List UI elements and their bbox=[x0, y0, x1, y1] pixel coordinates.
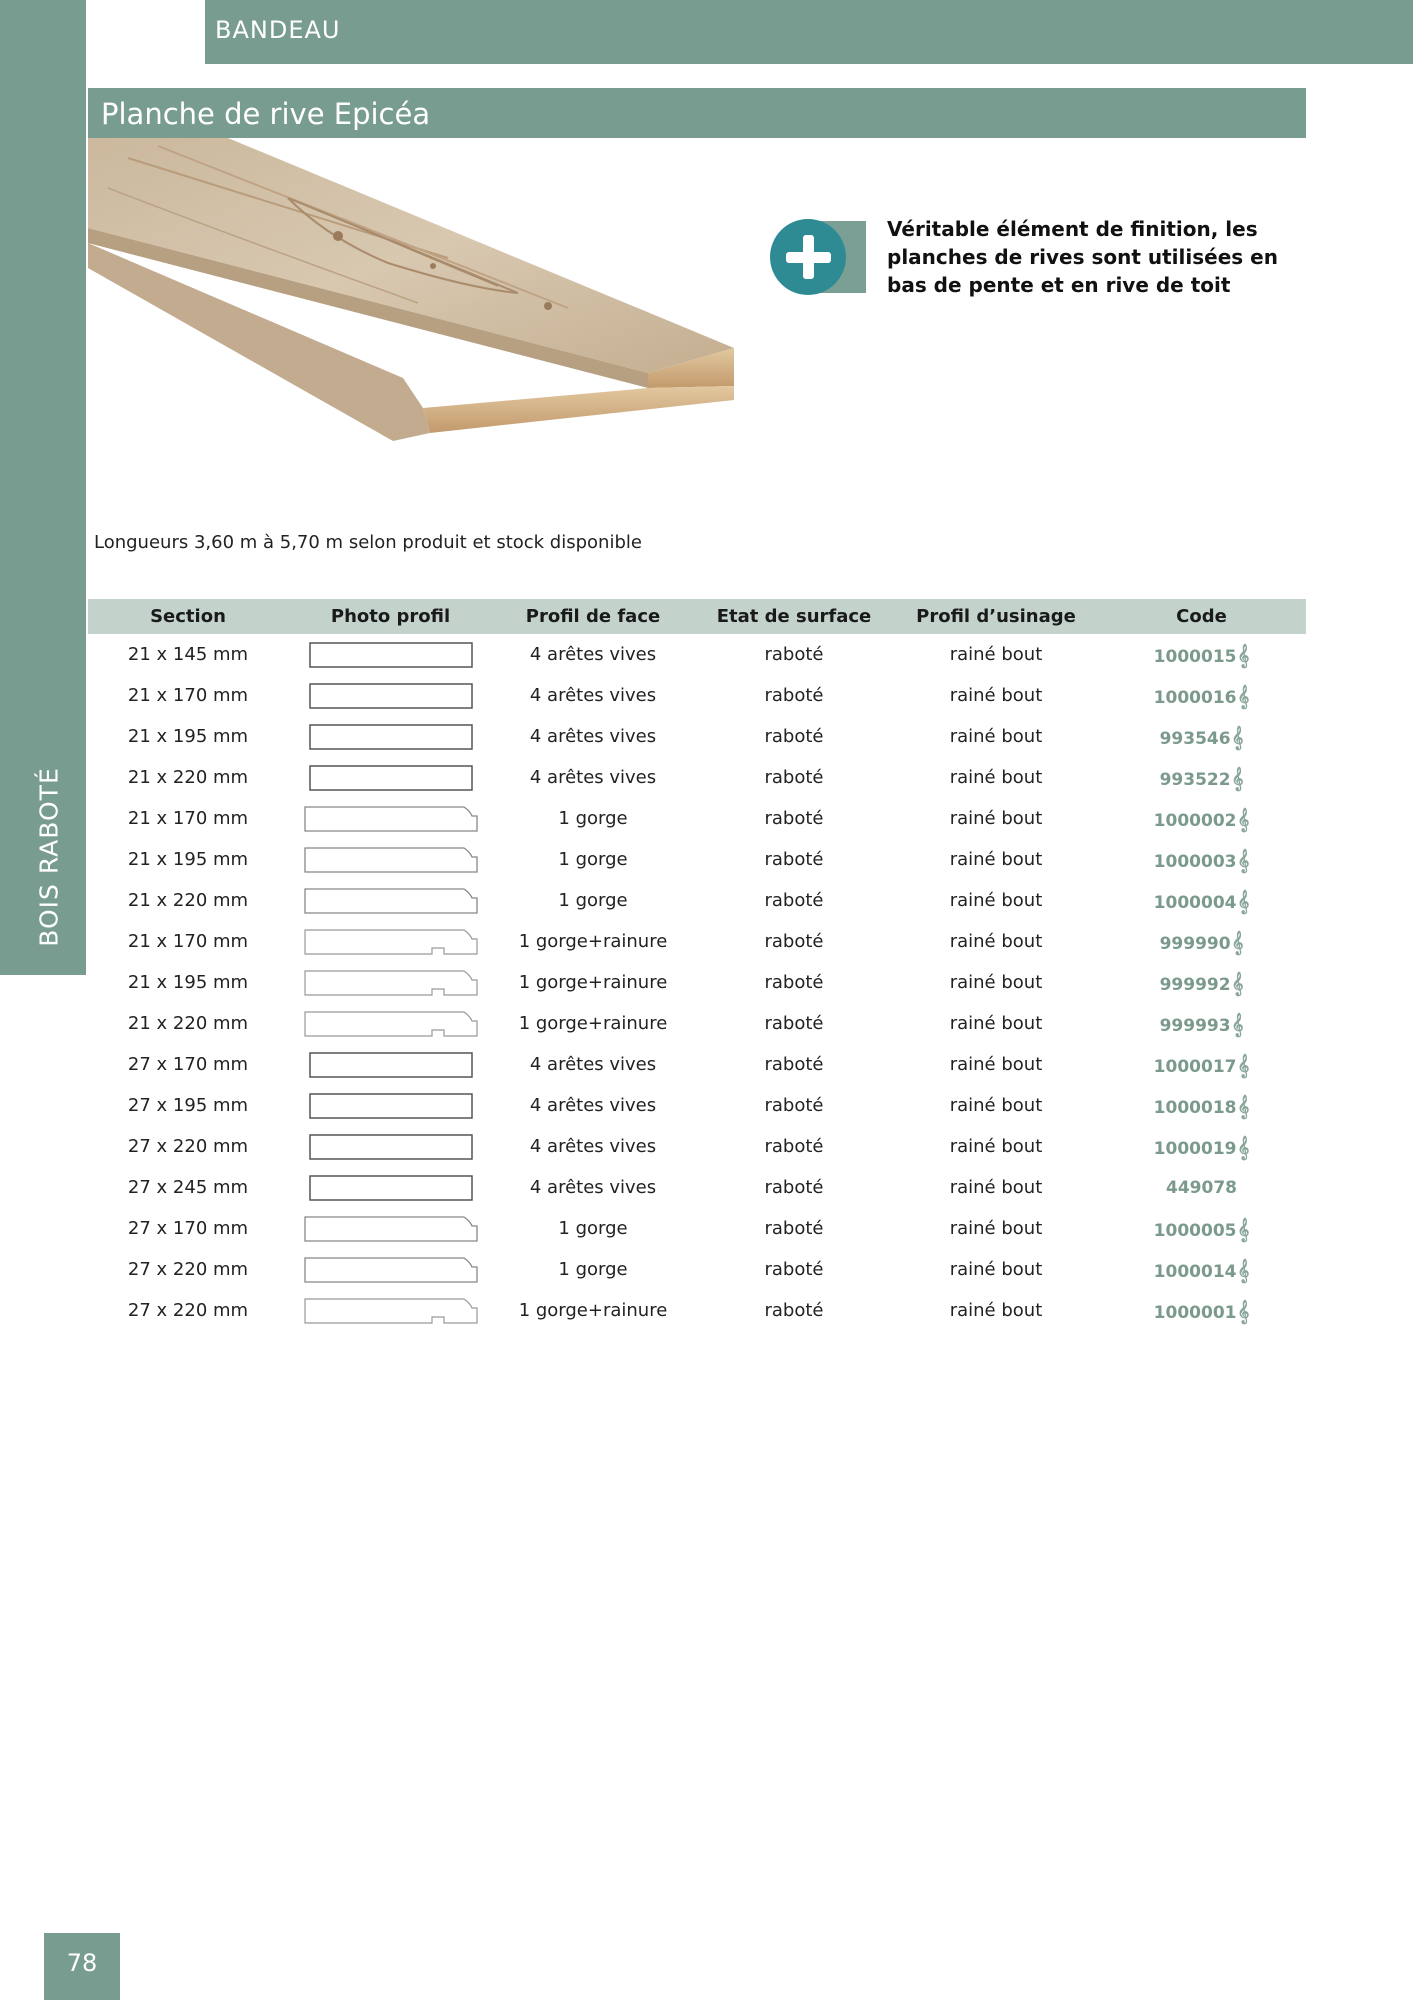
cell-usinage: rainé bout bbox=[949, 644, 1043, 665]
cell-profile-face: 1 gorge+rainure bbox=[518, 1013, 668, 1034]
col-header-surface: Etat de surface bbox=[716, 606, 872, 627]
clef-de-sol-icon: 𝄞 bbox=[1237, 806, 1250, 831]
table-row bbox=[88, 1003, 1306, 1044]
clef-de-sol-icon: 𝄞 bbox=[1237, 1257, 1250, 1282]
table-row bbox=[88, 716, 1306, 757]
table-row bbox=[88, 839, 1306, 880]
profile-drawing-square bbox=[309, 642, 473, 668]
cell-profile-face: 4 arêtes vives bbox=[529, 1177, 657, 1198]
table-row bbox=[88, 1290, 1306, 1331]
profile-drawing-gorge-rainure bbox=[304, 929, 478, 955]
cell-code bbox=[1097, 1208, 1306, 1249]
cell-section: 27 x 220 mm bbox=[127, 1136, 249, 1157]
cell-usinage: rainé bout bbox=[949, 1013, 1043, 1034]
col-header-code: Code bbox=[1176, 606, 1227, 627]
table-row bbox=[88, 798, 1306, 839]
cell-section: 21 x 220 mm bbox=[127, 890, 249, 911]
profile-drawing-square bbox=[309, 683, 473, 709]
cell-section: 27 x 245 mm bbox=[127, 1177, 249, 1198]
table-row bbox=[88, 757, 1306, 798]
profile-drawing-square bbox=[309, 1175, 473, 1201]
cell-photo-profile bbox=[288, 798, 493, 839]
cell-code bbox=[1097, 1290, 1306, 1331]
col-header-usinage: Profil d’usinage bbox=[916, 606, 1076, 627]
cell-photo-profile bbox=[288, 675, 493, 716]
product-code: 449078 bbox=[1166, 1177, 1237, 1198]
product-code: 1000017 bbox=[1153, 1056, 1237, 1077]
cell-surface: raboté bbox=[764, 1300, 824, 1321]
cell-photo-profile bbox=[288, 921, 493, 962]
profile-drawing-gorge bbox=[304, 1216, 478, 1242]
cell-usinage: rainé bout bbox=[949, 685, 1043, 706]
side-section-label: BOIS RABOTÉ bbox=[34, 767, 64, 947]
cell-profile-face: 4 arêtes vives bbox=[529, 1054, 657, 1075]
clef-de-sol-icon: 𝄞 bbox=[1237, 1052, 1250, 1077]
category-banner bbox=[205, 0, 1413, 64]
profile-drawing-gorge bbox=[304, 1257, 478, 1283]
table-row bbox=[88, 1126, 1306, 1167]
cell-profile-face: 1 gorge+rainure bbox=[518, 931, 668, 952]
clef-de-sol-icon: 𝄞 bbox=[1237, 1298, 1250, 1323]
product-description: Véritable élément de finition, les planches de rives sont utilisées en bas de pente et en rive de toit bbox=[887, 217, 1278, 297]
cell-profile-face: 4 arêtes vives bbox=[529, 726, 657, 747]
cell-profile-face: 1 gorge+rainure bbox=[518, 972, 668, 993]
table-row bbox=[88, 921, 1306, 962]
cell-code bbox=[1097, 798, 1306, 839]
cell-section: 21 x 195 mm bbox=[127, 972, 249, 993]
cell-code bbox=[1097, 1044, 1306, 1085]
cell-section: 27 x 195 mm bbox=[127, 1095, 249, 1116]
cell-usinage: rainé bout bbox=[949, 931, 1043, 952]
cell-profile-face: 1 gorge bbox=[558, 1259, 628, 1280]
product-code: 999993 bbox=[1159, 1015, 1231, 1036]
cell-code bbox=[1097, 921, 1306, 962]
table-row bbox=[88, 1044, 1306, 1085]
clef-de-sol-icon: 𝄞 bbox=[1237, 683, 1250, 708]
clef-de-sol-icon: 𝄞 bbox=[1231, 929, 1244, 954]
product-code: 1000016 bbox=[1153, 687, 1237, 708]
table-row bbox=[88, 880, 1306, 921]
cell-surface: raboté bbox=[764, 644, 824, 665]
cell-profile-face: 4 arêtes vives bbox=[529, 1136, 657, 1157]
cell-surface: raboté bbox=[764, 685, 824, 706]
profile-drawing-gorge bbox=[304, 806, 478, 832]
cell-photo-profile bbox=[288, 634, 493, 675]
profile-drawing-square bbox=[309, 765, 473, 791]
product-title-bar bbox=[88, 88, 1306, 138]
profile-drawing-gorge-rainure bbox=[304, 1011, 478, 1037]
product-code: 999992 bbox=[1159, 974, 1231, 995]
cell-photo-profile bbox=[288, 1003, 493, 1044]
cell-section: 21 x 145 mm bbox=[127, 644, 249, 665]
cell-profile-face: 4 arêtes vives bbox=[529, 685, 657, 706]
cell-code bbox=[1097, 1126, 1306, 1167]
cell-photo-profile bbox=[288, 880, 493, 921]
cell-code bbox=[1097, 962, 1306, 1003]
cell-section: 21 x 170 mm bbox=[127, 931, 249, 952]
cell-code bbox=[1097, 1167, 1306, 1208]
cell-photo-profile bbox=[288, 757, 493, 798]
cell-photo-profile bbox=[288, 1249, 493, 1290]
category-label: BANDEAU bbox=[215, 16, 341, 44]
plus-icon bbox=[768, 217, 868, 297]
cell-code bbox=[1097, 675, 1306, 716]
clef-de-sol-icon: 𝄞 bbox=[1237, 642, 1250, 667]
product-table bbox=[88, 599, 1306, 1331]
table-row bbox=[88, 1208, 1306, 1249]
cell-section: 21 x 170 mm bbox=[127, 808, 249, 829]
product-code: 1000014 bbox=[1153, 1261, 1237, 1282]
cell-photo-profile bbox=[288, 1167, 493, 1208]
cell-profile-face: 1 gorge bbox=[558, 1218, 628, 1239]
cell-code bbox=[1097, 1085, 1306, 1126]
cell-profile-face: 1 gorge bbox=[558, 849, 628, 870]
product-code: 1000015 bbox=[1153, 646, 1237, 667]
cell-photo-profile bbox=[288, 1208, 493, 1249]
profile-drawing-square bbox=[309, 724, 473, 750]
clef-de-sol-icon: 𝄞 bbox=[1237, 847, 1250, 872]
cell-profile-face: 4 arêtes vives bbox=[529, 767, 657, 788]
col-header-photo-profile: Photo profil bbox=[330, 606, 451, 627]
table-row bbox=[88, 675, 1306, 716]
cell-profile-face: 1 gorge bbox=[558, 890, 628, 911]
clef-de-sol-icon: 𝄞 bbox=[1237, 1134, 1250, 1159]
product-code: 999990 bbox=[1159, 933, 1231, 954]
cell-usinage: rainé bout bbox=[949, 1259, 1043, 1280]
cell-usinage: rainé bout bbox=[949, 890, 1043, 911]
product-code: 1000004 bbox=[1153, 892, 1237, 913]
cell-surface: raboté bbox=[764, 726, 824, 747]
product-code: 1000001 bbox=[1153, 1302, 1237, 1323]
profile-drawing-square bbox=[309, 1093, 473, 1119]
table-row bbox=[88, 1167, 1306, 1208]
cell-surface: raboté bbox=[764, 890, 824, 911]
cell-photo-profile bbox=[288, 1290, 493, 1331]
cell-surface: raboté bbox=[764, 808, 824, 829]
clef-de-sol-icon: 𝄞 bbox=[1231, 1011, 1244, 1036]
product-title: Planche de rive Epicéa bbox=[101, 97, 431, 131]
profile-drawing-gorge bbox=[304, 847, 478, 873]
cell-surface: raboté bbox=[764, 1054, 824, 1075]
cell-photo-profile bbox=[288, 716, 493, 757]
cell-section: 27 x 170 mm bbox=[127, 1218, 249, 1239]
cell-surface: raboté bbox=[764, 1013, 824, 1034]
clef-de-sol-icon: 𝄞 bbox=[1237, 888, 1250, 913]
product-code: 993522 bbox=[1159, 769, 1231, 790]
cell-surface: raboté bbox=[764, 849, 824, 870]
cell-usinage: rainé bout bbox=[949, 1095, 1043, 1116]
col-header-profile-face: Profil de face bbox=[525, 606, 661, 627]
cell-surface: raboté bbox=[764, 1177, 824, 1198]
page-number: 78 bbox=[44, 1933, 120, 2000]
cell-usinage: rainé bout bbox=[949, 1218, 1043, 1239]
profile-drawing-gorge bbox=[304, 888, 478, 914]
cell-code bbox=[1097, 757, 1306, 798]
cell-section: 21 x 195 mm bbox=[127, 726, 249, 747]
product-code: 1000018 bbox=[1153, 1097, 1237, 1118]
cell-photo-profile bbox=[288, 1126, 493, 1167]
table-row bbox=[88, 962, 1306, 1003]
cell-photo-profile bbox=[288, 839, 493, 880]
cell-usinage: rainé bout bbox=[949, 1177, 1043, 1198]
cell-profile-face: 1 gorge+rainure bbox=[518, 1300, 668, 1321]
cell-usinage: rainé bout bbox=[949, 849, 1043, 870]
product-code: 1000005 bbox=[1153, 1220, 1237, 1241]
clef-de-sol-icon: 𝄞 bbox=[1237, 1093, 1250, 1118]
cell-code bbox=[1097, 1249, 1306, 1290]
cell-code bbox=[1097, 839, 1306, 880]
cell-surface: raboté bbox=[764, 1136, 824, 1157]
cell-profile-face: 1 gorge bbox=[558, 808, 628, 829]
table-row bbox=[88, 1085, 1306, 1126]
profile-drawing-gorge-rainure bbox=[304, 970, 478, 996]
cell-code bbox=[1097, 634, 1306, 675]
product-code: 993546 bbox=[1159, 728, 1231, 749]
cell-profile-face: 4 arêtes vives bbox=[529, 1095, 657, 1116]
cell-section: 21 x 170 mm bbox=[127, 685, 249, 706]
profile-drawing-gorge-rainure bbox=[304, 1298, 478, 1324]
cell-section: 21 x 220 mm bbox=[127, 767, 249, 788]
cell-code bbox=[1097, 716, 1306, 757]
cell-usinage: rainé bout bbox=[949, 1054, 1043, 1075]
table-row bbox=[88, 1249, 1306, 1290]
cell-section: 27 x 170 mm bbox=[127, 1054, 249, 1075]
cell-photo-profile bbox=[288, 962, 493, 1003]
cell-surface: raboté bbox=[764, 767, 824, 788]
clef-de-sol-icon: 𝄞 bbox=[1237, 1216, 1250, 1241]
cell-section: 21 x 220 mm bbox=[127, 1013, 249, 1034]
profile-drawing-square bbox=[309, 1134, 473, 1160]
product-code: 1000019 bbox=[1153, 1138, 1237, 1159]
col-header-section: Section bbox=[150, 606, 226, 627]
cell-code bbox=[1097, 880, 1306, 921]
product-photo bbox=[88, 138, 738, 448]
cell-usinage: rainé bout bbox=[949, 972, 1043, 993]
cell-usinage: rainé bout bbox=[949, 808, 1043, 829]
cell-surface: raboté bbox=[764, 1259, 824, 1280]
product-code: 1000002 bbox=[1153, 810, 1237, 831]
cell-usinage: rainé bout bbox=[949, 1300, 1043, 1321]
cell-surface: raboté bbox=[764, 972, 824, 993]
clef-de-sol-icon: 𝄞 bbox=[1231, 724, 1244, 749]
cell-photo-profile bbox=[288, 1044, 493, 1085]
cell-code bbox=[1097, 1003, 1306, 1044]
clef-de-sol-icon: 𝄞 bbox=[1231, 970, 1244, 995]
cell-section: 27 x 220 mm bbox=[127, 1259, 249, 1280]
cell-surface: raboté bbox=[764, 931, 824, 952]
cell-profile-face: 4 arêtes vives bbox=[529, 644, 657, 665]
side-bar bbox=[0, 0, 86, 975]
cell-surface: raboté bbox=[764, 1095, 824, 1116]
cell-section: 27 x 220 mm bbox=[127, 1300, 249, 1321]
table-row bbox=[88, 634, 1306, 675]
product-code: 1000003 bbox=[1153, 851, 1237, 872]
cell-usinage: rainé bout bbox=[949, 767, 1043, 788]
cell-section: 21 x 195 mm bbox=[127, 849, 249, 870]
cell-surface: raboté bbox=[764, 1218, 824, 1239]
profile-drawing-square bbox=[309, 1052, 473, 1078]
cell-photo-profile bbox=[288, 1085, 493, 1126]
cell-usinage: rainé bout bbox=[949, 1136, 1043, 1157]
table-header-row bbox=[88, 599, 1306, 634]
cell-usinage: rainé bout bbox=[949, 726, 1043, 747]
lengths-note: Longueurs 3,60 m à 5,70 m selon produit et stock disponible bbox=[94, 532, 642, 553]
clef-de-sol-icon: 𝄞 bbox=[1231, 765, 1244, 790]
